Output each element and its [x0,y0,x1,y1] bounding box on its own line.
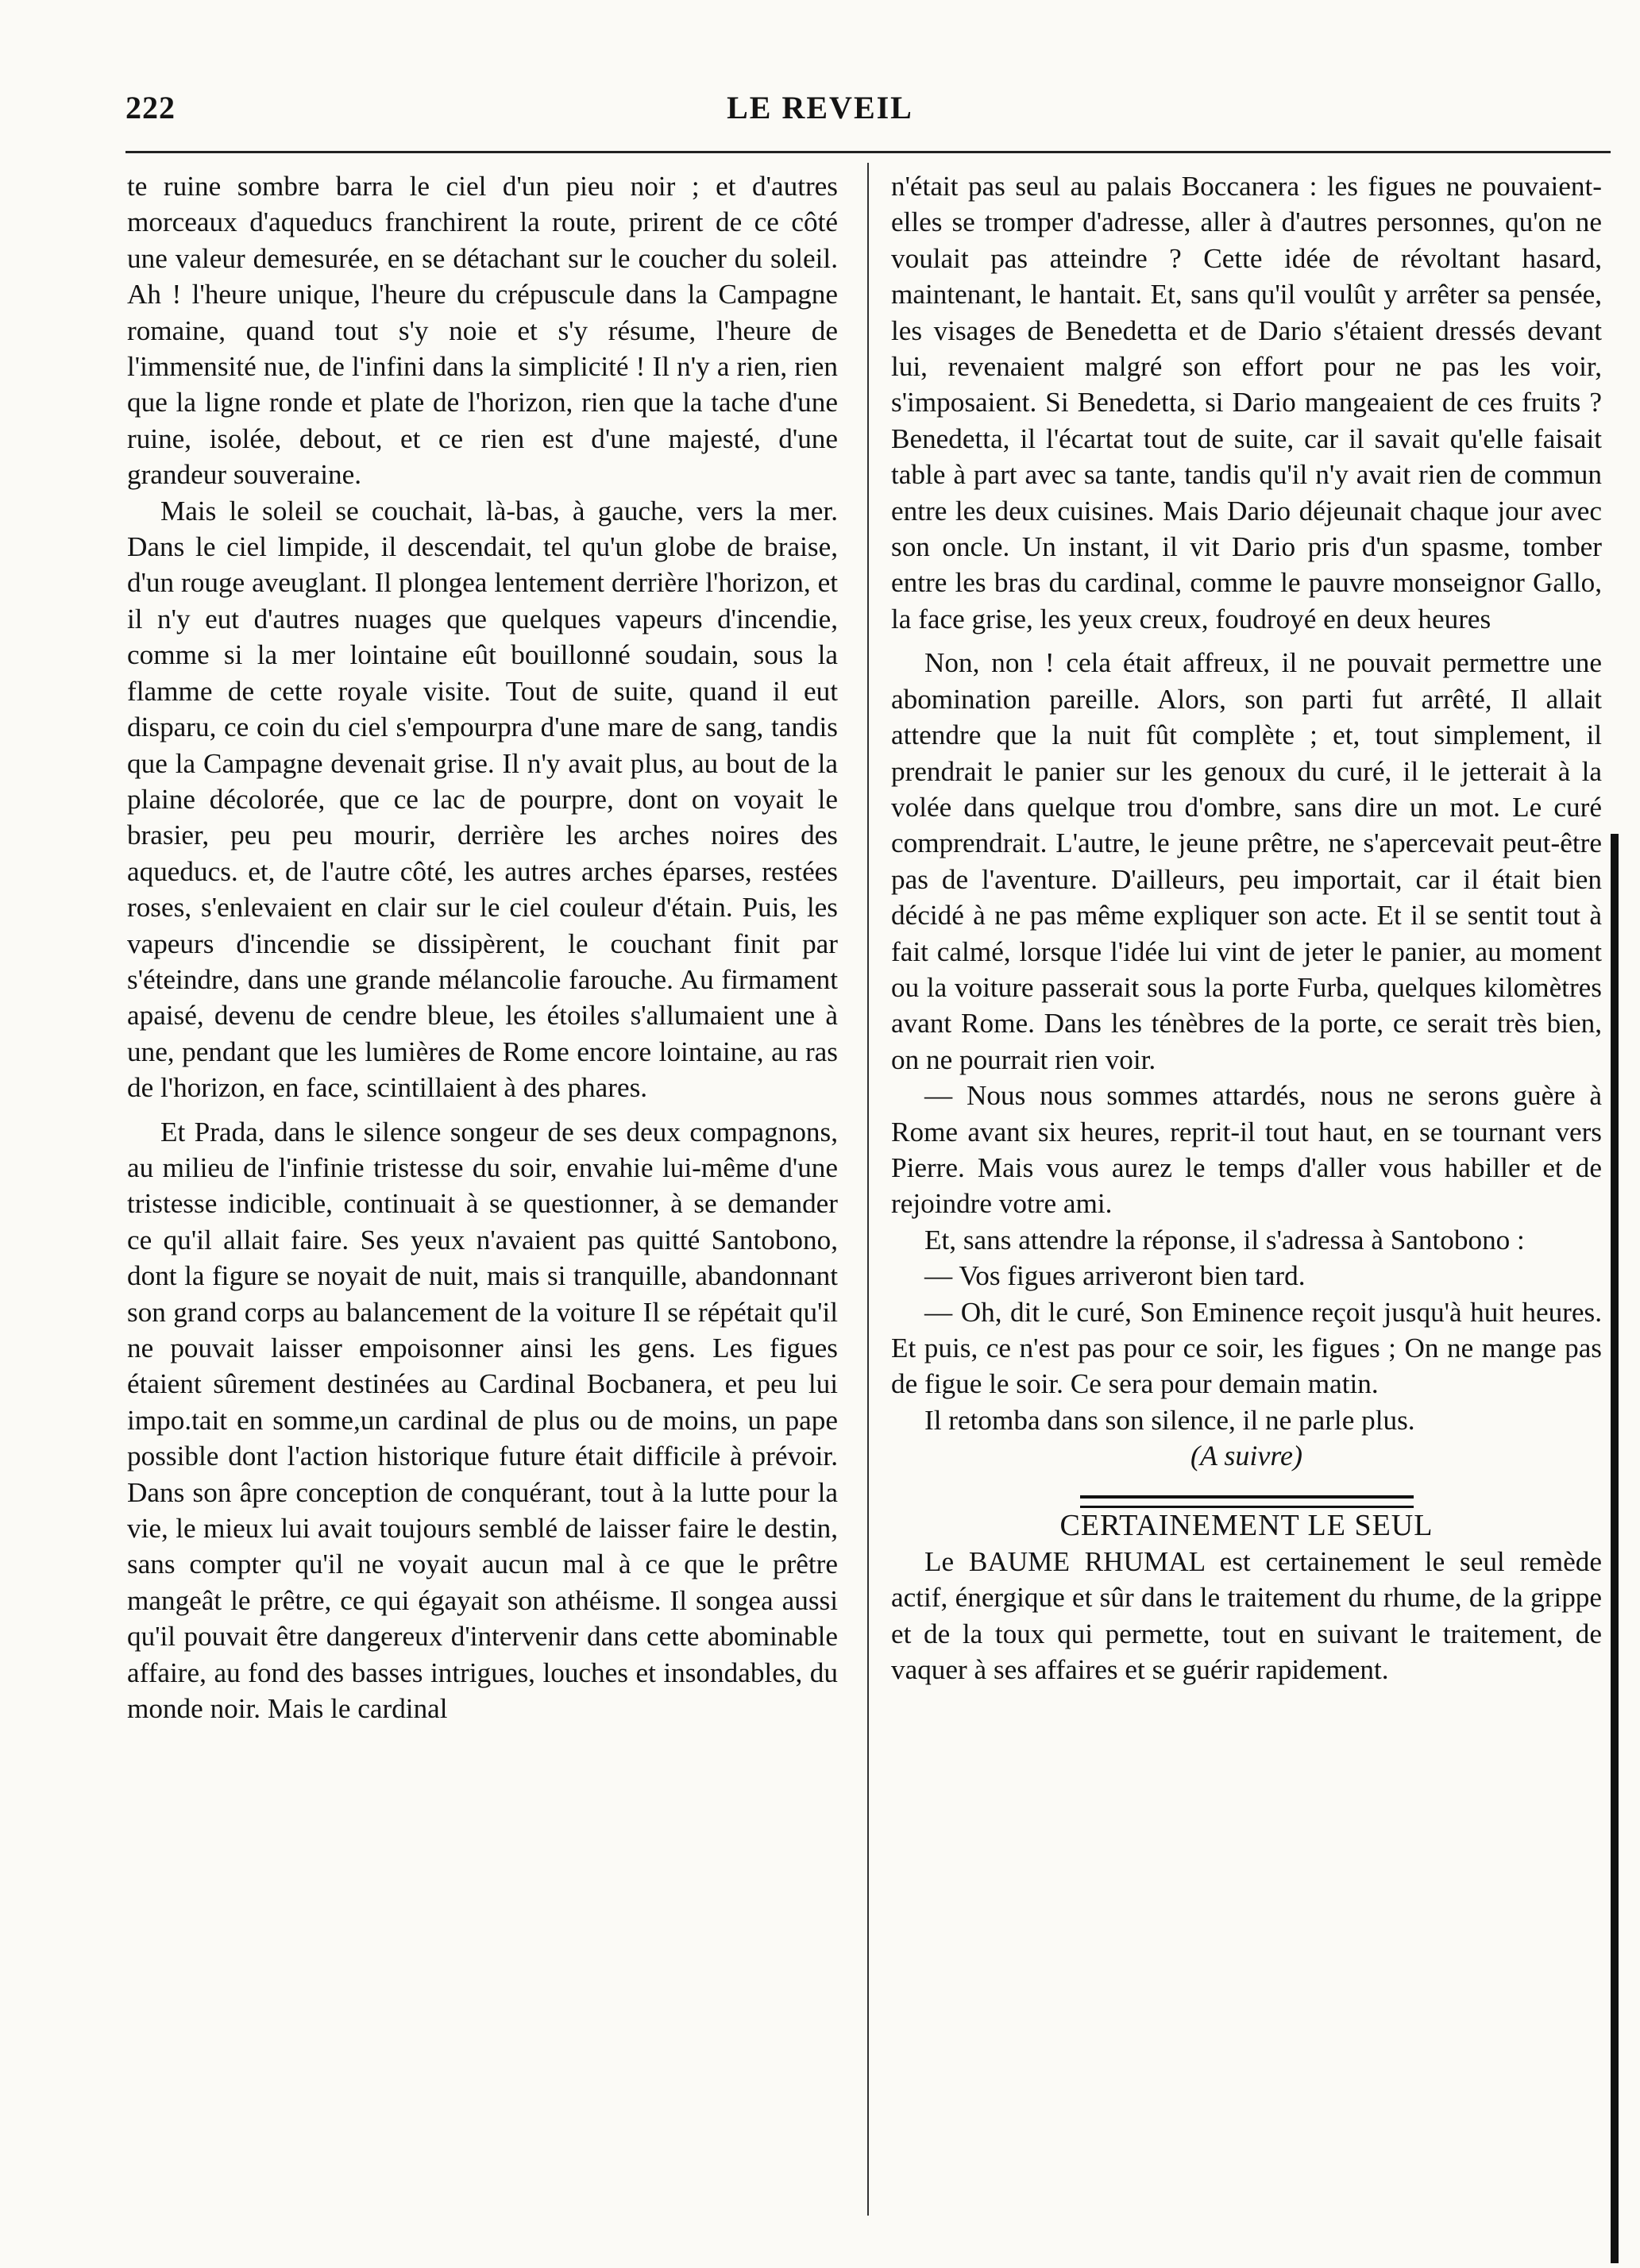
paragraph: n'était pas seul au palais Boccanera : les figues ne pouvaient-elles se tromper d'adresse, aller à d'autres personnes, qu'on ne voulait pas atteindre ? Cette idée de révoltant hasard, maintenant, le hantait. Et, sans qu'il voulût y arrêter sa pensée, les visages de Benedetta et de Dario s'étaient dressés devant lui, revenaient malgré son effort pour ne pas les voir, s'imposaient. Si Benedetta, si Dario mangeaient de ces fruits ? Benedetta, il l'écartat tout de suite, car il savait qu'elle faisait table à part avec sa tante, tandis qu'il n'y avait rien de commun entre les deux cuisines. Mais Dario déjeunait chaque jour avec son oncle. Un instant, il vit Dario pris d'un spasme, tomber entre les bras du cardinal, comme le pauvre monseignor Gallo, la face grise, les yeux creux, foudroyé en deux heures [891,171,1602,634]
to-follow-note: (A suivre) [1190,1440,1302,1472]
advertisement-title: CERTAINEMENT LE SEUL [1059,1508,1434,1542]
left-column [127,168,838,1726]
page-number: 222 [125,90,176,125]
paragraph: Il retomba dans son silence, il ne parle plus. [924,1404,1415,1436]
paragraph: Et Prada, dans le silence songeur de ses deux compagnons, au milieu de l'infinie tristesse du soir, envahie lui-même d'une tristesse indicible, continuait à se questionner, à se demander ce qu'il allait faire. Ses yeux n'avaient pas quitté Santobono, dont la figure se noyait de nuit, mais si tranquille, abandonnant son grand corps au balancement de la voiture Il se répétait qu'il ne pouvait laisser empoisonner ainsi les gens. Les figues étaient sûrement destinées au Cardinal Bocbanera, et peu lui impo.tait en somme,un cardinal de plus ou de moins, un pape possible dont l'action historique future était difficile à prévoir. Dans son âpre conception de conquérant, tout à la lutte pour la vie, le mieux lui avait toujours semblé de laisser faire le destin, sans compter qu'il ne voyait aucun mal à ce que le prêtre mangeât le prêtre, ce qui égayait son athéisme. Il songea aussi qu'il pouvait être dangereux d'intervenir dans cette abominable affaire, au fond des basses intrigues, louches et insondables, du monde noir. Mais le cardinal [127,1116,838,1725]
right-column [891,168,1602,1688]
paragraph: — Vos figues arriveront bien tard. [924,1260,1306,1292]
page-edge-shadow [1611,834,1619,2263]
double-rule-divider [1080,1495,1414,1508]
paragraph: — Oh, dit le curé, Son Eminence reçoit jusqu'à huit heures. Et puis, ce n'est pas pour ce soir, les figues ; On ne mange pas de figue le soir. Ce sera pour demain matin. [891,1296,1602,1400]
paragraph: te ruine sombre barra le ciel d'un pieu noir ; et d'autres morceaux d'aqueducs franchirent la route, prirent de ce côté une valeur demesurée, en se détachant sur le coucher du soleil. Ah ! l'heure unique, l'heure du crépuscule dans la Campagne romaine, quand tout s'y noie et s'y résume, l'heure de l'immensité nue, de l'infini dans la simplicité ! Il n'y a rien, rien que la ligne ronde et plate de l'horizon, rien que la tache d'une ruine, isolée, debout, et ce rien est d'une majesté, d'une grandeur souveraine. [127,171,838,491]
header-rule [125,151,1611,153]
paragraph: Non, non ! cela était affreux, il ne pouvait permettre une abomination pareille. Alors, son parti fut arrêté, Il allait attendre que la nuit fût complète ; et, tout simplement, il prendrait le panier sur les genoux du curé, il le jetterait à la volée dans quelque trou d'ombre, sans dire un mot. Le curé comprendrait. L'autre, le jeune prêtre, ne s'apercevait peut-être pas de l'aventure. D'ailleurs, peu importait, car il était bien décidé à ne pas même expliquer son acte. Et il se sentit tout à fait calmé, lorsque l'idée lui vint de jeter le panier, au moment ou la voiture passerait sous la porte Furba, quelques kilomètres avant Rome. Dans les ténèbres de la porte, ce serait très bien, on ne pourrait rien voir. [891,647,1602,1075]
paragraph: Et, sans attendre la réponse, il s'adressa à Santobono : [924,1224,1525,1256]
paragraph: Mais le soleil se couchait, là-bas, à gauche, vers la mer. Dans le ciel limpide, il descendait, tel qu'un globe de braise, d'un rouge aveuglant. Il plongea lentement derrière l'horizon, et il n'y eut d'autres nuages que quelques vapeurs d'incendie, comme si la mer lointaine eût bouillonné soudain, sous la flamme de cette royale visite. Tout de suite, quand il eut disparu, ce coin du ciel s'empourpra d'une mare de sang, tandis que la Campagne devenait grise. Il n'y avait plus, au bout de la plaine décolorée, que ce lac de pourpre, dont on voyait le brasier, peu peu mourir, derrière les arches noires des aqueducs. et, de l'autre côté, les autres arches éparses, restées roses, s'enlevaient en clair sur le ciel couleur d'étain. Puis, les vapeurs d'incendie se dissipèrent, le couchant finit par s'éteindre, dans une grande mélancolie farouche. Au firmament apaisé, devenu de cendre bleue, les étoiles s'allumaient une à une, pendant que les lumières de Rome encore lointaine, au ras de l'horizon, en face, scintillaient à des phares. [127,495,838,1104]
column-divider [867,163,869,2216]
paragraph: — Nous nous sommes attardés, nous ne serons guère à Rome avant six heures, reprit-il tout haut, en se tournant vers Pierre. Mais vous aurez le temps d'aller vous habiller et de rejoindre votre ami. [891,1080,1602,1220]
running-title: LE REVEIL [727,90,913,125]
advertisement-body: Le BAUME RHUMAL est certainement le seul remède actif, énergique et sûr dans le traitement du rhume, de la grippe et de la toux qui permette, tout en suivant le traitement, de vaquer à ses affaires et se guérir rapidement. [891,1546,1602,1686]
